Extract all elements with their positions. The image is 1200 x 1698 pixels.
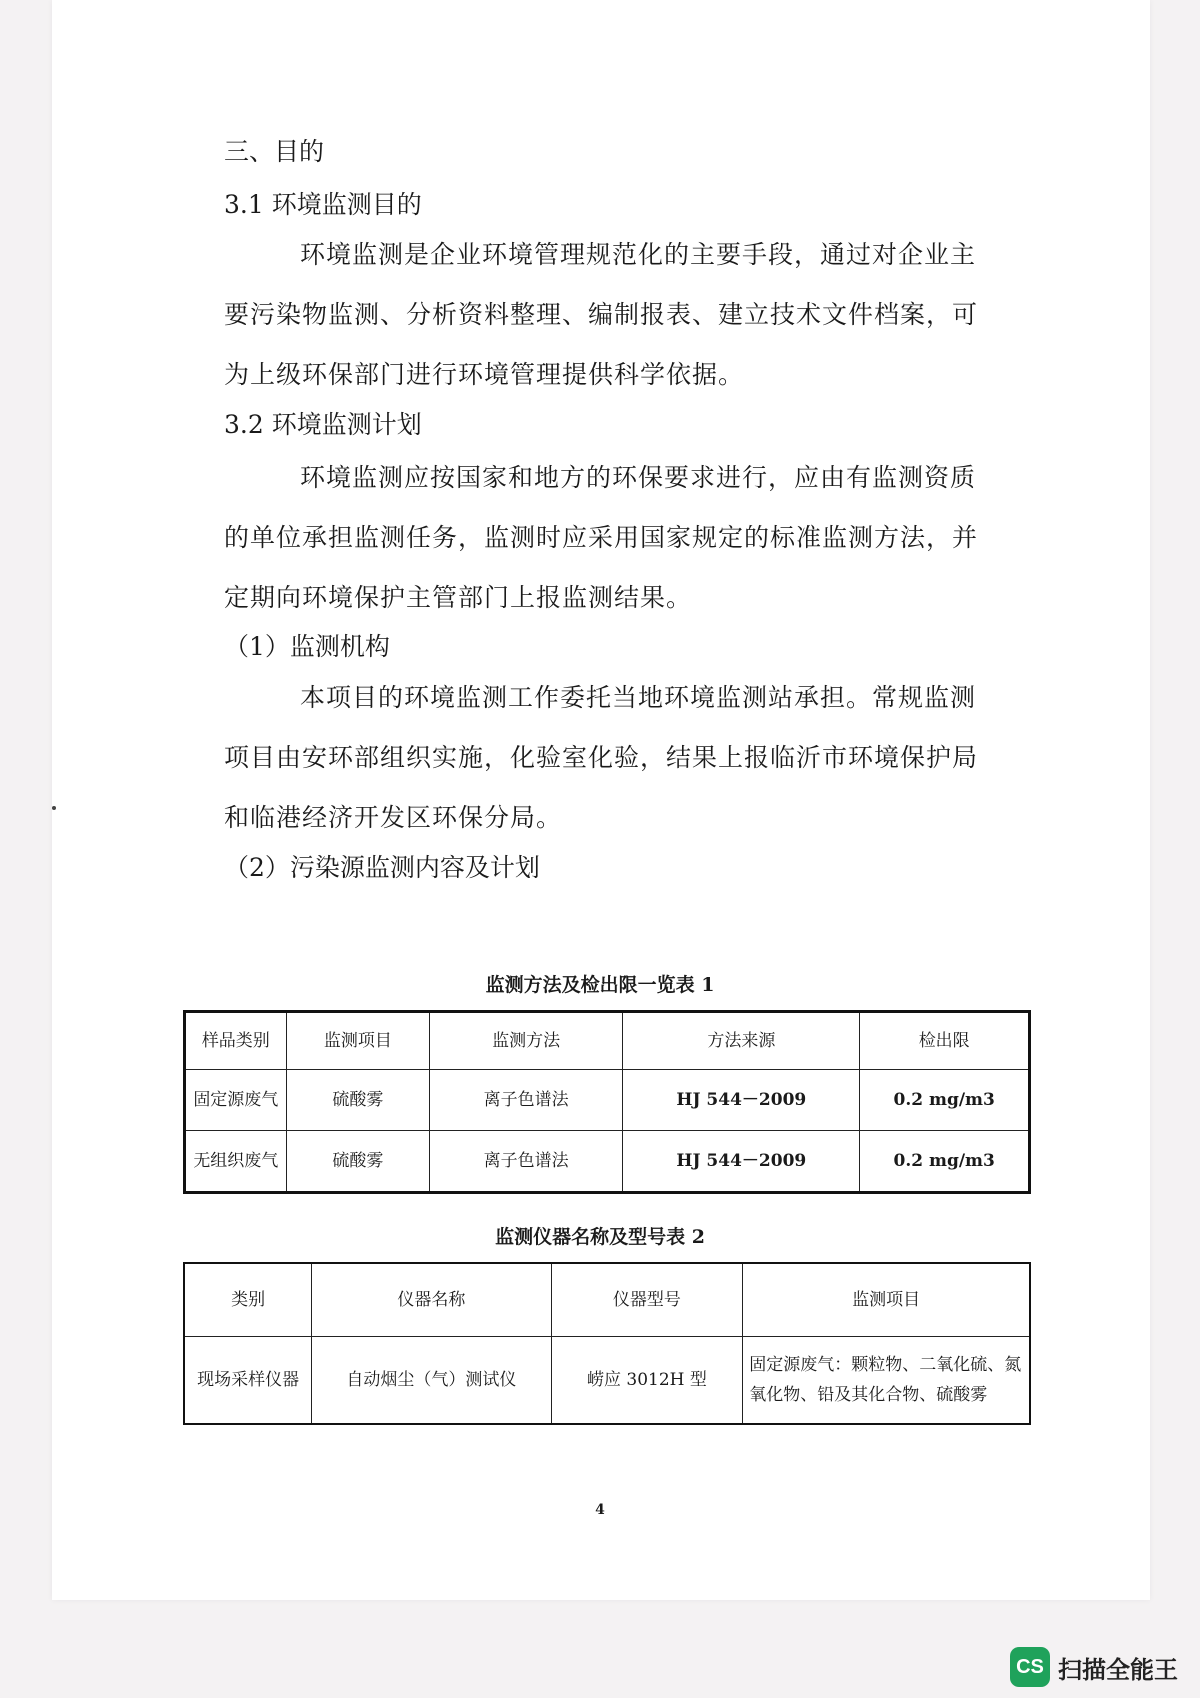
category-cell: 现场采样仪器 [184, 1337, 312, 1425]
header-category: 类别 [184, 1263, 312, 1337]
camscanner-logo-icon: CS [1010, 1647, 1050, 1687]
subsection-2-heading: （2）污染源监测内容及计划 [224, 853, 540, 882]
header-instrument-name: 仪器名称 [312, 1263, 551, 1337]
section-3-1-paragraph: 环境监测是企业环境管理规范化的主要手段，通过对企业主要污染物监测、分析资料整理、编制报表、建立技术文件档案，可为上级环保部门进行环境管理提供科学依据。 [224, 240, 979, 389]
header-monitoring-method: 监测方法 [430, 1012, 623, 1070]
header-monitoring-item: 监测项目 [286, 1012, 429, 1070]
table-header-row [184, 1263, 1030, 1337]
table-2-caption: 监测仪器名称及型号表 2 [495, 1226, 705, 1248]
scanner-app-name: 扫描全能王 [1058, 1655, 1178, 1684]
monitoring-item-cell: 硫酸雾 [286, 1070, 429, 1131]
subsection-1-heading: （1）监测机构 [224, 632, 390, 661]
section-title: 三、目的 [224, 137, 325, 166]
section-3-1-heading: 3.1 环境监测目的 [224, 190, 422, 219]
subsection-1-paragraph: 本项目的环境监测工作委托当地环境监测站承担。常规监测项目由安环部组织实施，化验室化验，结果上报临沂市环境保护局和临港经济开发区环保分局。 [224, 683, 979, 832]
section-3-2-heading: 3.2 环境监测计划 [224, 410, 422, 439]
header-monitoring-item: 监测项目 [743, 1263, 1030, 1337]
monitoring-method-cell: 离子色谱法 [430, 1070, 623, 1131]
monitoring-items-cell: 固定源废气：颗粒物、二氧化硫、氮氧化物、铅及其化合物、硫酸雾 [743, 1337, 1030, 1425]
method-source-cell: HJ 544－2009 [623, 1070, 860, 1131]
table-header-row [185, 1012, 1030, 1070]
header-sample-category: 样品类别 [185, 1012, 287, 1070]
table-1-caption: 监测方法及检出限一览表 1 [485, 974, 715, 996]
sample-category-cell: 固定源废气 [185, 1070, 287, 1131]
instrument-model-cell: 崂应 3012H 型 [551, 1337, 743, 1425]
monitoring-methods-table [183, 1010, 1031, 1194]
instrument-name-cell: 自动烟尘（气）测试仪 [312, 1337, 551, 1425]
sample-category-cell: 无组织废气 [185, 1131, 287, 1193]
section-3-2-paragraph: 环境监测应按国家和地方的环保要求进行，应由有监测资质的单位承担监测任务，监测时应采用国家规定的标准监测方法，并定期向环境保护主管部门上报监测结果。 [224, 463, 979, 612]
method-source-cell: HJ 544－2009 [623, 1131, 860, 1193]
scanner-watermark [1010, 1647, 1178, 1687]
table-row [185, 1131, 1030, 1193]
header-detection-limit: 检出限 [860, 1012, 1030, 1070]
monitoring-method-cell: 离子色谱法 [430, 1131, 623, 1193]
monitoring-item-cell: 硫酸雾 [286, 1131, 429, 1193]
scan-speck [52, 806, 56, 810]
detection-limit-cell: 0.2 mg/m3 [860, 1070, 1030, 1131]
page-number: 4 [595, 1502, 605, 1518]
table-row [185, 1070, 1030, 1131]
header-method-source: 方法来源 [623, 1012, 860, 1070]
header-instrument-model: 仪器型号 [551, 1263, 743, 1337]
detection-limit-cell: 0.2 mg/m3 [860, 1131, 1030, 1193]
instrument-table [183, 1262, 1031, 1425]
table-row [184, 1337, 1030, 1425]
